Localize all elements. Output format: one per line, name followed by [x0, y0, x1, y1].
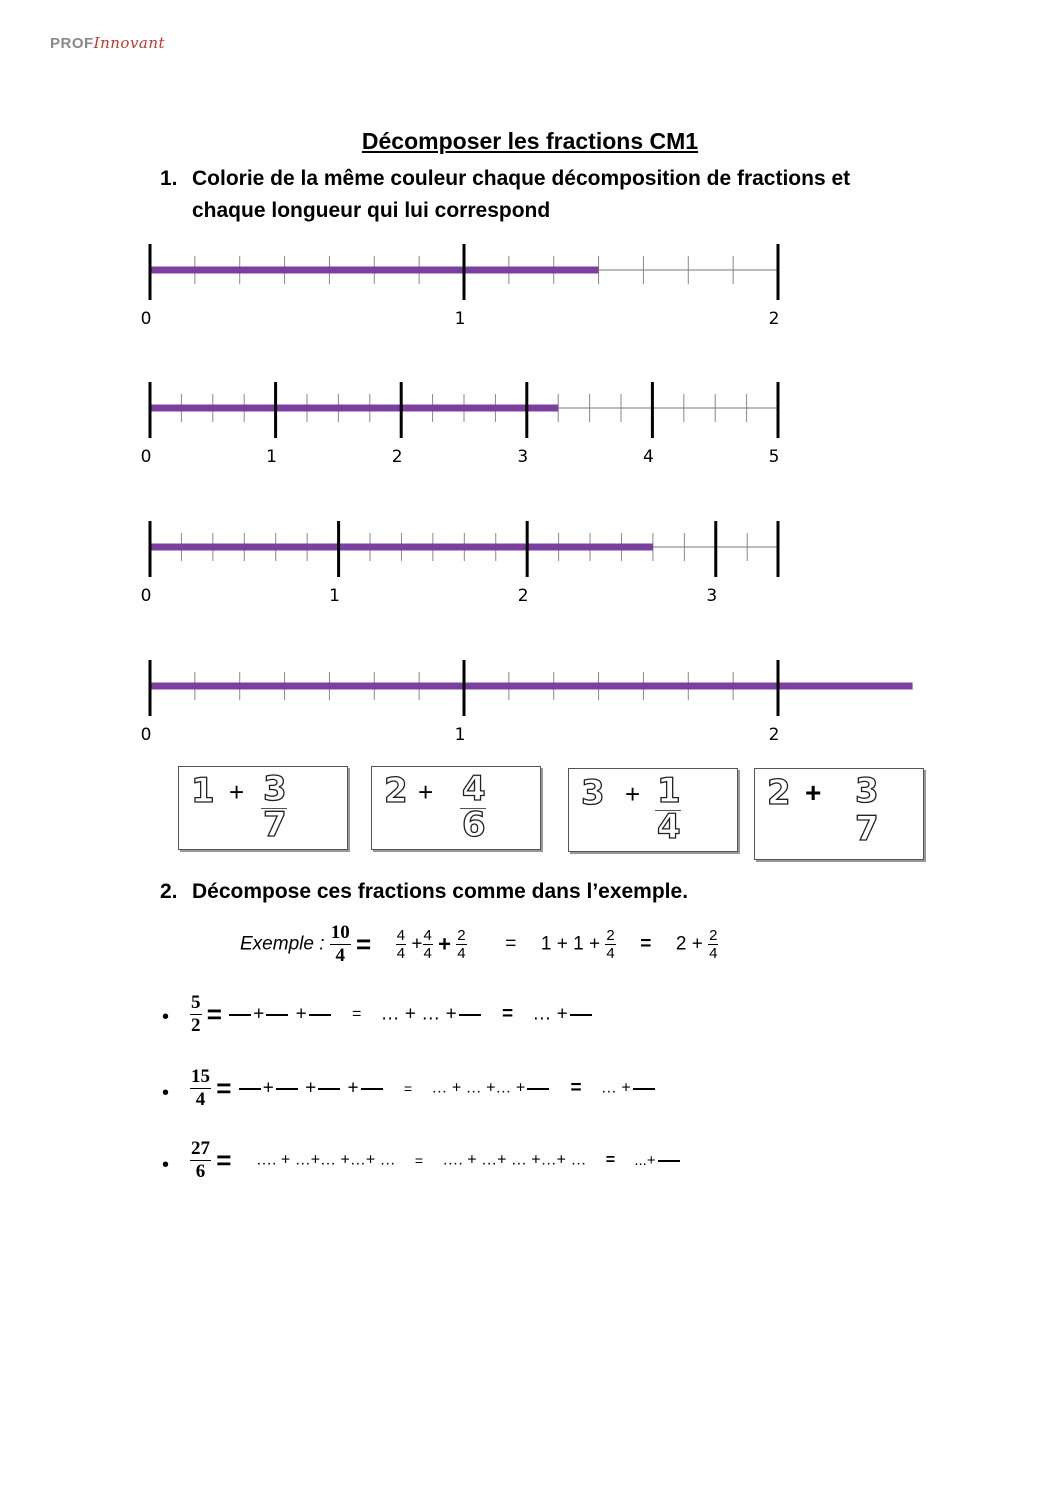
number-line-4-label: 1: [454, 725, 466, 745]
number-line-3-label: 1: [329, 586, 341, 606]
blank-fraction[interactable]: [459, 1014, 481, 1016]
blank-fraction[interactable]: [266, 1014, 288, 1016]
exercise-1-plus-2: +: [295, 1003, 307, 1025]
example-step3-fraction: [708, 927, 718, 962]
example-step2: 1 + 1 +: [540, 933, 601, 955]
exercise-2-equals-2: =: [403, 1080, 413, 1097]
blank-fraction[interactable]: [658, 1160, 680, 1162]
example-plus-2: +: [438, 931, 452, 957]
answer-box-3[interactable]: [568, 768, 738, 852]
exercise-2-fraction: [190, 1066, 211, 1111]
exercise-1-equals: =: [206, 999, 222, 1029]
question-1-text: Colorie de la même couleur chaque décomposition de fractions et chaque longueur qui lui correspond: [192, 167, 851, 222]
exercise-2: [190, 1066, 657, 1111]
number-line-2-label: 2: [391, 447, 403, 467]
example-denominator: 4: [335, 945, 346, 966]
box-2-whole: 2: [384, 771, 408, 811]
page-title: Décomposer les fractions CM1: [361, 128, 699, 154]
number-line-2-label: 1: [266, 447, 278, 467]
box-3-denominator: 4: [657, 807, 681, 847]
exercise-1-equals-2: =: [352, 1005, 362, 1023]
exercise-2-denominator: 4: [195, 1089, 206, 1110]
number-line-4-label: 0: [140, 725, 152, 745]
box-4-numerator: 3: [855, 771, 879, 811]
exercise-2-bullet: •: [162, 1082, 170, 1104]
number-line-1-label: 2: [768, 309, 780, 329]
example-step3-n: 2: [709, 927, 718, 944]
answer-box-2[interactable]: [371, 766, 541, 850]
blank-fraction[interactable]: [239, 1088, 261, 1090]
example-equals-3: =: [640, 933, 652, 955]
example-step3-d: 4: [709, 945, 718, 962]
exercise-1-equals-3: =: [501, 1003, 514, 1025]
exercise-3-equals-3: =: [605, 1151, 616, 1169]
example-part-1-d: 4: [396, 945, 406, 962]
exercise-3-bullet: •: [162, 1154, 170, 1176]
logo-prefix: PROF: [50, 35, 94, 52]
box-3-whole: 3: [581, 773, 605, 813]
exercise-2-equals: =: [216, 1073, 232, 1103]
box-4-denominator: 7: [855, 809, 879, 849]
logo-suffix: Innovant: [93, 34, 166, 52]
blank-fraction[interactable]: [276, 1088, 298, 1090]
example-part-3-d: 4: [457, 945, 466, 962]
example-fraction: [330, 922, 351, 967]
example-part-1-n: 4: [396, 927, 406, 944]
blank-fraction[interactable]: [570, 1014, 592, 1016]
box-1-whole: 1: [191, 771, 215, 811]
exercise-2-equals-3: =: [570, 1077, 582, 1099]
example-part-2-n: 4: [423, 927, 432, 944]
example-numerator: 10: [330, 922, 350, 943]
exercise-1-tail-1[interactable]: … + … +: [380, 1003, 457, 1025]
exercise-1-tail-2[interactable]: … +: [532, 1003, 568, 1025]
box-2-numerator: 4: [462, 769, 486, 809]
example-step2-d: 4: [606, 945, 615, 962]
example-step2-fraction: [605, 927, 615, 962]
exercise-1-numerator: 5: [191, 992, 201, 1013]
example-label: Exemple :: [240, 933, 325, 955]
example-step2-n: 2: [606, 927, 615, 944]
question-2-text: Décompose ces fractions comme dans l’exemple.: [192, 880, 689, 903]
example-line: [240, 922, 718, 967]
number-line-2-label: 4: [642, 447, 654, 467]
blank-fraction[interactable]: [309, 1014, 331, 1016]
exercise-3-tail-2[interactable]: ...+: [634, 1152, 656, 1169]
number-line-1-label: 0: [140, 309, 152, 329]
exercise-3-denominator: 6: [195, 1161, 206, 1182]
example-part-2-d: 4: [423, 945, 432, 962]
exercise-1-fraction: [190, 992, 202, 1037]
example-equals: =: [356, 929, 372, 959]
number-line-2-label: 5: [768, 447, 780, 467]
box-3-numerator: 1: [657, 771, 681, 811]
blank-fraction[interactable]: [229, 1014, 251, 1016]
example-part-1: [396, 927, 406, 962]
exercise-3-numerator: 27: [191, 1138, 210, 1159]
number-line-3-label: 3: [706, 586, 718, 606]
exercise-2-plus-2: +: [305, 1077, 317, 1099]
example-part-3-n: 2: [457, 927, 466, 944]
box-1-numerator: 3: [263, 769, 287, 809]
exercise-1: [190, 992, 594, 1037]
number-line-2-label: 3: [517, 447, 529, 467]
answer-box-4[interactable]: [754, 768, 924, 860]
exercise-1-plus-1: +: [253, 1003, 265, 1025]
number-line-1-label: 1: [454, 309, 466, 329]
example-part-3: [456, 927, 466, 962]
question-2: [160, 876, 688, 908]
box-2-denominator: 6: [462, 805, 486, 845]
exercise-3: [190, 1138, 682, 1183]
exercise-1-denominator: 2: [191, 1015, 201, 1036]
box-4-plus: +: [805, 777, 822, 808]
box-1-plus: +: [229, 777, 245, 807]
exercise-3-equals: =: [216, 1145, 232, 1175]
question-2-number: 2.: [160, 880, 178, 903]
exercise-2-tail-2[interactable]: … +: [600, 1079, 631, 1097]
box-1-denominator: 7: [263, 805, 287, 845]
exercise-2-plus-3: +: [347, 1077, 359, 1099]
answer-box-1[interactable]: [178, 766, 348, 850]
blank-fraction[interactable]: [633, 1088, 655, 1090]
exercise-3-fraction: [190, 1138, 211, 1183]
exercise-2-numerator: 15: [191, 1066, 210, 1087]
example-plus-1: +: [411, 933, 423, 955]
blank-fraction[interactable]: [361, 1088, 383, 1090]
box-3-plus: +: [625, 779, 641, 809]
number-line-3-label: 0: [140, 586, 152, 606]
example-part-2: [423, 927, 433, 962]
exercise-3-part-1[interactable]: …. + …+… +…+ …: [256, 1151, 396, 1169]
exercise-3-equals-2: =: [414, 1152, 424, 1169]
exercise-2-plus-1: +: [262, 1077, 274, 1099]
exercise-2-tail-1[interactable]: … + … +… +: [431, 1079, 526, 1097]
example-step3: 2 +: [675, 933, 703, 955]
box-4-whole: 2: [767, 773, 791, 813]
exercise-1-bullet: •: [162, 1006, 170, 1028]
number-line-4-label: 2: [768, 725, 780, 745]
blank-fraction[interactable]: [318, 1088, 340, 1090]
box-2-plus: +: [418, 777, 434, 807]
number-line-2-label: 0: [140, 447, 152, 467]
question-1-number: 1.: [160, 167, 178, 190]
example-equals-2: =: [505, 933, 517, 955]
blank-fraction[interactable]: [527, 1088, 549, 1090]
exercise-3-part-2[interactable]: …. + …+ … +…+ …: [442, 1151, 587, 1169]
number-line-3-label: 2: [517, 586, 529, 606]
